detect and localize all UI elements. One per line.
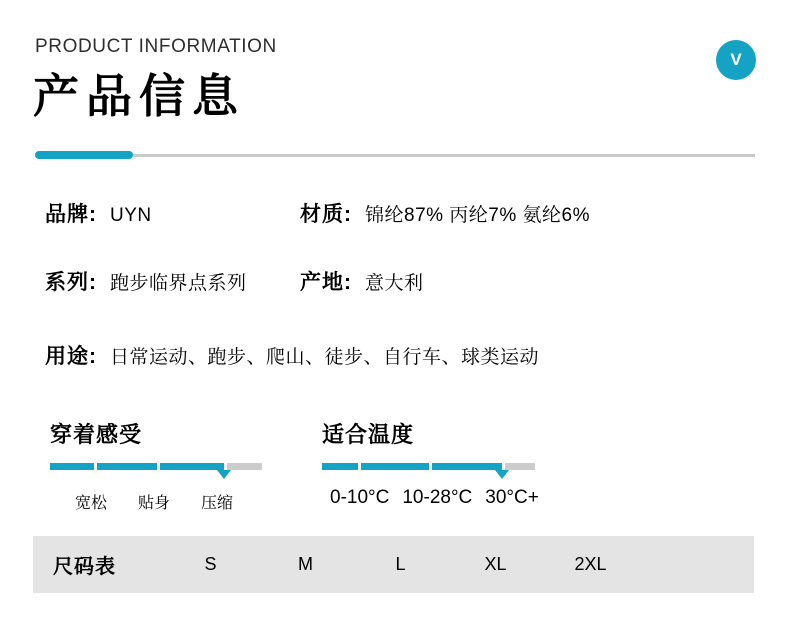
divider-line	[133, 154, 755, 157]
page-title: 产品信息	[33, 70, 245, 122]
slider-wearing-feel-title: 穿着感受	[50, 422, 143, 447]
spec-origin-value: 意大利	[365, 273, 424, 294]
feature-sliders	[50, 418, 539, 513]
eyebrow-text: PRODUCT INFORMATION	[35, 36, 277, 57]
slider-temperature	[322, 418, 539, 513]
spec-origin-label: 产地:	[300, 271, 352, 294]
size-chart-label: 尺码表	[53, 556, 116, 578]
spec-origin	[300, 266, 424, 296]
slider-wearing-feel-track	[50, 463, 262, 479]
brand-logo-letter: V	[730, 50, 742, 69]
size-cell-2xl: 2XL	[574, 554, 607, 574]
size-cell-m: M	[298, 554, 313, 574]
option-fitted: 贴身	[138, 495, 171, 512]
track-segment-1	[50, 463, 94, 470]
slider-temperature-track	[322, 463, 535, 479]
option-loose: 宽松	[75, 495, 108, 512]
spec-row-usage	[45, 340, 755, 370]
spec-brand-value: UYN	[110, 205, 152, 226]
spec-brand-label: 品牌:	[45, 203, 97, 226]
track-segment-3	[432, 463, 502, 470]
spec-material-value: 锦纶87% 丙纶7% 氨纶6%	[365, 205, 591, 226]
track-segment-2	[361, 463, 429, 470]
size-cell-l: L	[395, 554, 406, 574]
spec-usage-value: 日常运动、跑步、爬山、徒步、自行车、球类运动	[110, 347, 540, 368]
spec-brand	[45, 198, 300, 228]
spec-row-series-origin	[45, 266, 755, 296]
brand-logo-badge	[716, 40, 756, 80]
spec-series	[45, 266, 300, 296]
spec-usage	[45, 340, 539, 370]
slider-temperature-title: 适合温度	[322, 422, 415, 447]
option-compression: 压缩	[201, 495, 234, 512]
slider-wearing-feel	[50, 418, 322, 513]
slider-temperature-options	[322, 487, 539, 509]
size-chart-row	[33, 536, 754, 593]
slider-marker-triangle-icon	[217, 470, 231, 479]
size-cell-s: S	[204, 554, 217, 574]
spec-row-brand-material	[45, 198, 755, 228]
option-temp-low: 0-10°C	[330, 487, 390, 508]
track-remainder	[227, 463, 262, 470]
track-remainder	[505, 463, 535, 470]
track-segment-3	[160, 463, 224, 470]
track-segment-2	[97, 463, 157, 470]
section-divider	[35, 151, 755, 159]
option-temp-high: 30°C+	[485, 487, 539, 508]
option-temp-mid: 10-28°C	[402, 487, 473, 508]
spec-series-label: 系列:	[45, 271, 97, 294]
spec-material-label: 材质:	[300, 203, 352, 226]
spec-series-value: 跑步临界点系列	[110, 273, 247, 294]
spec-usage-label: 用途:	[45, 345, 97, 368]
divider-accent-bar	[35, 151, 133, 159]
track-segment-1	[322, 463, 358, 470]
slider-marker-triangle-icon	[495, 470, 509, 479]
spec-material	[300, 198, 590, 228]
size-cell-xl: XL	[484, 554, 507, 574]
slider-wearing-feel-options	[50, 490, 322, 513]
